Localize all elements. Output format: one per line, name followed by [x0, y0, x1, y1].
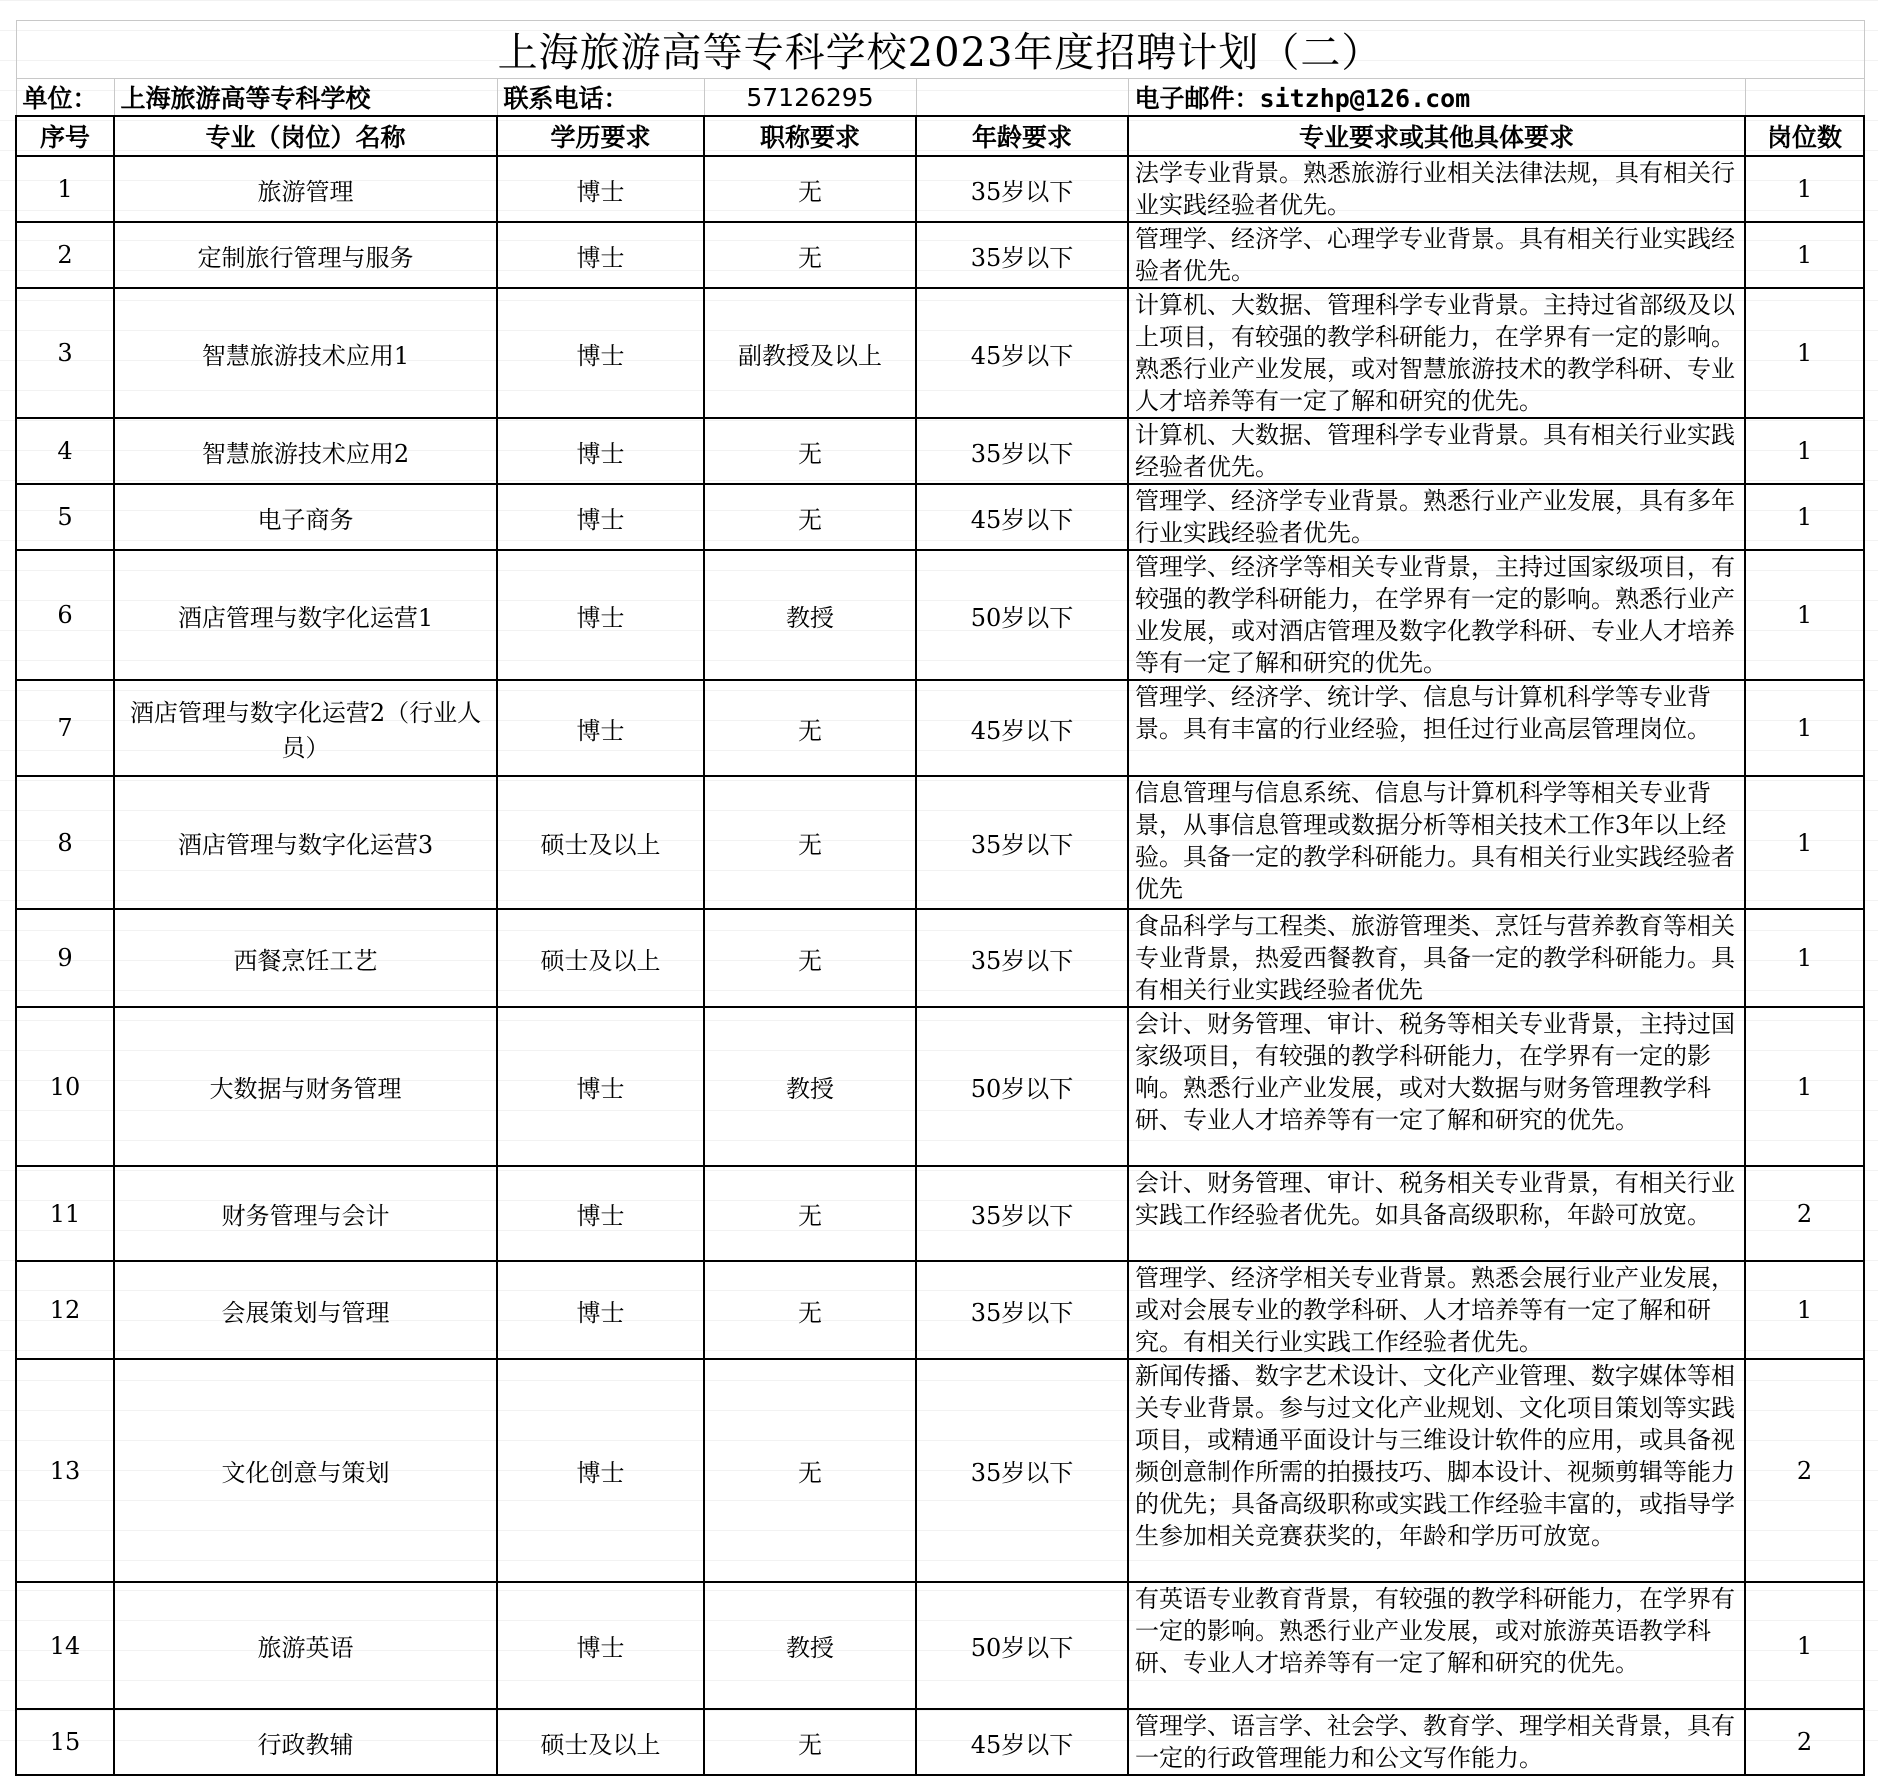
phone-value: 57126295: [704, 79, 916, 117]
cell-no: 2: [16, 222, 114, 288]
header-requirements: 专业要求或其他具体要求: [1128, 116, 1745, 156]
table-row: [16, 550, 1864, 680]
cell-title: 教授: [704, 550, 916, 680]
cell-title: 无: [704, 156, 916, 222]
unit-value: 上海旅游高等专科学校: [114, 79, 497, 117]
cell-count: 1: [1745, 418, 1864, 484]
cell-title: 无: [704, 418, 916, 484]
cell-education: 硕士及以上: [497, 776, 704, 909]
cell-education: 博士: [497, 222, 704, 288]
cell-count: 1: [1745, 776, 1864, 909]
email-label: 电子邮件：: [1134, 84, 1260, 113]
cell-requirements: 管理学、经济学、心理学专业背景。具有相关行业实践经验者优先。: [1128, 222, 1745, 288]
cell-requirements: 管理学、经济学等相关专业背景，主持过国家级项目，有较强的教学科研能力，在学界有一定的影响。熟悉行业产业发展，或对酒店管理及数字化教学科研、专业人才培养等有一定了解和研究的优先。: [1128, 550, 1745, 680]
recruitment-table: [15, 20, 1865, 1776]
cell-age: 45岁以下: [916, 1709, 1128, 1775]
cell-position: 会展策划与管理: [114, 1261, 497, 1359]
contact-info-row: [16, 79, 1864, 117]
cell-age: 50岁以下: [916, 1007, 1128, 1166]
cell-position: 大数据与财务管理: [114, 1007, 497, 1166]
cell-education: 博士: [497, 1007, 704, 1166]
cell-requirements: 新闻传播、数字艺术设计、文化产业管理、数字媒体等相关专业背景。参与过文化产业规划、文化项目策划等实践项目，或精通平面设计与三维设计软件的应用，或具备视频创意制作所需的拍摄技巧、脚本设计、视频剪辑等能力的优先；具备高级职称或实践工作经验丰富的，或指导学生参加相关竞赛获奖的，年龄和学历可放宽。: [1128, 1359, 1745, 1582]
header-position: 专业（岗位）名称: [114, 116, 497, 156]
cell-education: 博士: [497, 418, 704, 484]
cell-no: 9: [16, 909, 114, 1007]
cell-position: 西餐烹饪工艺: [114, 909, 497, 1007]
cell-age: 45岁以下: [916, 288, 1128, 418]
cell-no: 6: [16, 550, 114, 680]
cell-position: 行政教辅: [114, 1709, 497, 1775]
cell-count: 1: [1745, 1261, 1864, 1359]
cell-count: 1: [1745, 288, 1864, 418]
cell-education: 博士: [497, 288, 704, 418]
cell-count: 2: [1745, 1166, 1864, 1261]
header-no: 序号: [16, 116, 114, 156]
cell-education: 硕士及以上: [497, 1709, 704, 1775]
cell-no: 1: [16, 156, 114, 222]
cell-age: 35岁以下: [916, 156, 1128, 222]
header-title: 职称要求: [704, 116, 916, 156]
cell-position: 旅游管理: [114, 156, 497, 222]
cell-title: 无: [704, 484, 916, 550]
cell-title: 无: [704, 776, 916, 909]
header-education: 学历要求: [497, 116, 704, 156]
cell-position: 电子商务: [114, 484, 497, 550]
cell-education: 博士: [497, 1359, 704, 1582]
cell-requirements: 食品科学与工程类、旅游管理类、烹饪与营养教育等相关专业背景，热爱西餐教育，具备一定的教学科研能力。具有相关行业实践经验者优先: [1128, 909, 1745, 1007]
cell-title: 无: [704, 1261, 916, 1359]
cell-title: 无: [704, 909, 916, 1007]
cell-age: 35岁以下: [916, 909, 1128, 1007]
cell-position: 财务管理与会计: [114, 1166, 497, 1261]
table-row: [16, 1582, 1864, 1709]
cell-no: 12: [16, 1261, 114, 1359]
cell-no: 4: [16, 418, 114, 484]
cell-count: 2: [1745, 1709, 1864, 1775]
cell-position: 文化创意与策划: [114, 1359, 497, 1582]
cell-requirements: 管理学、经济学专业背景。熟悉行业产业发展，具有多年行业实践经验者优先。: [1128, 484, 1745, 550]
cell-title: 无: [704, 680, 916, 776]
email-value: sitzhp@126.com: [1259, 84, 1471, 113]
cell-age: 50岁以下: [916, 1582, 1128, 1709]
cell-education: 博士: [497, 550, 704, 680]
cell-requirements: 信息管理与信息系统、信息与计算机科学等相关专业背景，从事信息管理或数据分析等相关技术工作3年以上经验。具备一定的教学科研能力。具有相关行业实践经验者优先: [1128, 776, 1745, 909]
cell-education: 博士: [497, 484, 704, 550]
email-cell: [1128, 79, 1745, 117]
cell-count: 1: [1745, 484, 1864, 550]
cell-age: 35岁以下: [916, 1166, 1128, 1261]
table-row: [16, 484, 1864, 550]
cell-requirements: 计算机、大数据、管理科学专业背景。具有相关行业实践经验者优先。: [1128, 418, 1745, 484]
cell-title: 无: [704, 222, 916, 288]
unit-label: 单位：: [16, 79, 114, 117]
header-count: 岗位数: [1745, 116, 1864, 156]
cell-title: 教授: [704, 1007, 916, 1166]
cell-position: 酒店管理与数字化运营2（行业人员）: [114, 680, 497, 776]
cell-position: 旅游英语: [114, 1582, 497, 1709]
sheet-title: 上海旅游高等专科学校2023年度招聘计划（二）: [16, 21, 1864, 79]
cell-title: 无: [704, 1166, 916, 1261]
table-row: [16, 680, 1864, 776]
table-row: [16, 776, 1864, 909]
cell-age: 35岁以下: [916, 1359, 1128, 1582]
table-row: [16, 1359, 1864, 1582]
cell-count: 1: [1745, 1582, 1864, 1709]
cell-age: 45岁以下: [916, 484, 1128, 550]
cell-no: 10: [16, 1007, 114, 1166]
cell-age: 50岁以下: [916, 550, 1128, 680]
cell-count: 2: [1745, 1359, 1864, 1582]
cell-education: 博士: [497, 1261, 704, 1359]
table-row: [16, 288, 1864, 418]
cell-education: 博士: [497, 1582, 704, 1709]
info-empty-cell: [916, 79, 1128, 117]
cell-requirements: 会计、财务管理、审计、税务相关专业背景，有相关行业实践工作经验者优先。如具备高级职称，年龄可放宽。: [1128, 1166, 1745, 1261]
cell-no: 7: [16, 680, 114, 776]
cell-requirements: 计算机、大数据、管理科学专业背景。主持过省部级及以上项目，有较强的教学科研能力，在学界有一定的影响。熟悉行业产业发展，或对智慧旅游技术的教学科研、专业人才培养等有一定了解和研究的优先。: [1128, 288, 1745, 418]
cell-position: 酒店管理与数字化运营1: [114, 550, 497, 680]
cell-no: 11: [16, 1166, 114, 1261]
cell-position: 酒店管理与数字化运营3: [114, 776, 497, 909]
cell-title: 教授: [704, 1582, 916, 1709]
cell-title: 无: [704, 1709, 916, 1775]
table-row: [16, 222, 1864, 288]
cell-no: 8: [16, 776, 114, 909]
table-row: [16, 909, 1864, 1007]
cell-requirements: 法学专业背景。熟悉旅游行业相关法律法规，具有相关行业实践经验者优先。: [1128, 156, 1745, 222]
cell-title: 无: [704, 1359, 916, 1582]
table-row: [16, 1007, 1864, 1166]
cell-position: 定制旅行管理与服务: [114, 222, 497, 288]
cell-no: 5: [16, 484, 114, 550]
cell-age: 35岁以下: [916, 1261, 1128, 1359]
cell-requirements: 管理学、经济学相关专业背景。熟悉会展行业产业发展，或对会展专业的教学科研、人才培养等有一定了解和研究。有相关行业实践工作经验者优先。: [1128, 1261, 1745, 1359]
table-row: [16, 418, 1864, 484]
cell-count: 1: [1745, 909, 1864, 1007]
cell-requirements: 管理学、经济学、统计学、信息与计算机科学等专业背景。具有丰富的行业经验，担任过行业高层管理岗位。: [1128, 680, 1745, 776]
table-row: [16, 1709, 1864, 1775]
cell-count: 1: [1745, 156, 1864, 222]
cell-education: 博士: [497, 1166, 704, 1261]
phone-label: 联系电话：: [497, 79, 704, 117]
cell-no: 13: [16, 1359, 114, 1582]
cell-count: 1: [1745, 1007, 1864, 1166]
cell-education: 博士: [497, 156, 704, 222]
cell-education: 博士: [497, 680, 704, 776]
cell-title: 副教授及以上: [704, 288, 916, 418]
cell-no: 15: [16, 1709, 114, 1775]
cell-count: 1: [1745, 550, 1864, 680]
table-row: [16, 156, 1864, 222]
cell-position: 智慧旅游技术应用1: [114, 288, 497, 418]
table-row: [16, 1166, 1864, 1261]
cell-age: 35岁以下: [916, 222, 1128, 288]
header-age: 年龄要求: [916, 116, 1128, 156]
cell-no: 14: [16, 1582, 114, 1709]
cell-age: 35岁以下: [916, 418, 1128, 484]
cell-requirements: 管理学、语言学、社会学、教育学、理学相关背景，具有一定的行政管理能力和公文写作能力。: [1128, 1709, 1745, 1775]
header-row: [16, 116, 1864, 156]
cell-age: 45岁以下: [916, 680, 1128, 776]
cell-age: 35岁以下: [916, 776, 1128, 909]
info-empty-cell: [1745, 79, 1864, 117]
table-row: [16, 1261, 1864, 1359]
cell-no: 3: [16, 288, 114, 418]
cell-count: 1: [1745, 222, 1864, 288]
cell-requirements: 会计、财务管理、审计、税务等相关专业背景，主持过国家级项目，有较强的教学科研能力，在学界有一定的影响。熟悉行业产业发展，或对大数据与财务管理教学科研、专业人才培养等有一定了解和研究的优先。: [1128, 1007, 1745, 1166]
cell-count: 1: [1745, 680, 1864, 776]
cell-requirements: 有英语专业教育背景，有较强的教学科研能力，在学界有一定的影响。熟悉行业产业发展，或对旅游英语教学科研、专业人才培养等有一定了解和研究的优先。: [1128, 1582, 1745, 1709]
cell-position: 智慧旅游技术应用2: [114, 418, 497, 484]
cell-education: 硕士及以上: [497, 909, 704, 1007]
